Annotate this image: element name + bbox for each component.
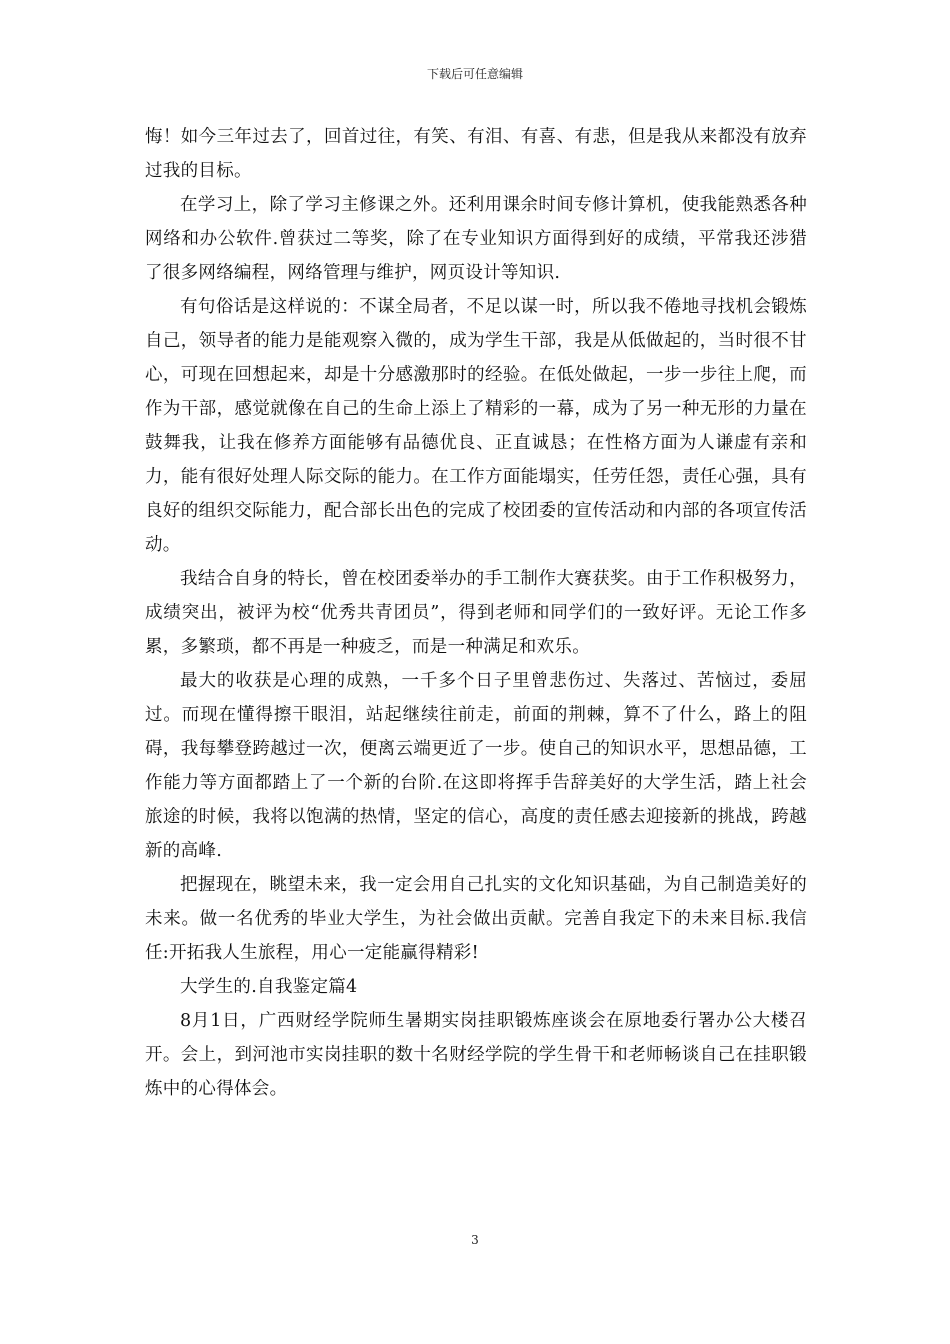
paragraph-1: 悔！如今三年过去了，回首过往，有笑、有泪、有喜、有悲，但是我从来都没有放弃过我的目标。 [145,127,807,181]
paragraph-6: 把握现在，眺望未来，我一定会用自己扎实的文化知识基础，为自己制造美好的未来。做一名优秀的毕业大学生，为社会做出贡献。完善自我定下的未来目标.我信任:开拓我人生旅程，用心一定能赢得精彩! [145,875,807,963]
paragraph-5: 最大的收获是心理的成熟，一千多个日子里曾悲伤过、失落过、苦恼过，委屈过。而现在懂得擦干眼泪，站起继续往前走，前面的荆棘，算不了什么，路上的阻碍，我每攀登跨越过一次，便离云端更近了一步。使自己的知识水平，思想品德，工作能力等方面都踏上了一个新的台阶.在这即将挥手告辞美好的大学生活，踏上社会旅途的时候，我将以饱满的热情，坚定的信心，高度的责任感去迎接新的挑战，跨越新的高峰. [145,671,807,861]
page-number: 3 [471,1233,479,1247]
page-header: 下载后可任意编辑 [426,67,523,81]
document-body [145,120,807,1106]
paragraph-7: 8月1日，广西财经学院师生暑期实岗挂职锻炼座谈会在原地委行署办公大楼召开。会上，到河池市实岗挂职的数十名财经学院的学生骨干和老师畅谈自己在挂职锻炼中的心得体会。 [145,1011,807,1099]
paragraph-4: 我结合自身的特长，曾在校团委举办的手工制作大赛获奖。由于工作积极努力，成绩突出，被评为校“优秀共青团员”，得到老师和同学们的一致好评。无论工作多累，多繁琐，都不再是一种疲乏，而是一种满足和欢乐。 [145,569,807,657]
paragraph-2: 在学习上，除了学习主修课之外。还利用课余时间专修计算机，使我能熟悉各种网络和办公软件.曾获过二等奖，除了在专业知识方面得到好的成绩，平常我还涉猎了很多网络编程，网络管理与维护，网页设计等知识. [145,195,807,283]
paragraph-3: 有句俗话是这样说的：不谋全局者，不足以谋一时，所以我不倦地寻找机会锻炼自己，领导者的能力是能观察入微的，成为学生干部，我是从低做起的，当时很不甘心，可现在回想起来，却是十分感激那时的经验。在低处做起，一步一步往上爬，而作为干部，感觉就像在自己的生命上添上了精彩的一幕，成为了另一种无形的力量在鼓舞我，让我在修养方面能够有品德优良、正直诚恳；在性格方面为人谦虚有亲和力，能有很好处理人际交际的能力。在工作方面能塌实，任劳任怨，责任心强，具有良好的组织交际能力，配合部长出色的完成了校团委的宣传活动和内部的各项宣传活动。 [145,297,807,555]
section-heading: 大学生的.自我鉴定篇4 [180,977,358,997]
